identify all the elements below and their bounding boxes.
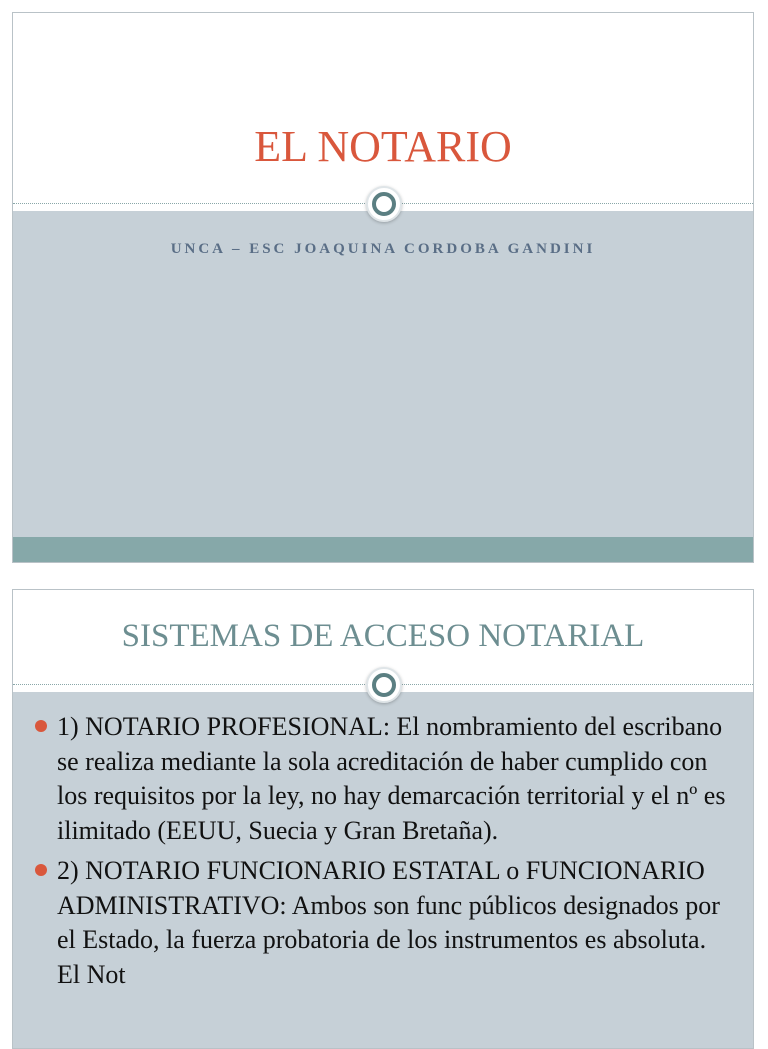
bullet-item (35, 854, 735, 992)
bullet-list (35, 710, 735, 998)
bullet-text: 1) NOTARIO PROFESIONAL: El nombramiento del escribano se realiza mediante la sola acreditación de haber cumplido con los requisitos por la ley, no hay demarcación territorial y el nº es ilimitado (EEUU, Suecia y Gran Bretaña). (57, 712, 726, 845)
bullet-text: 2) NOTARIO FUNCIONARIO ESTATAL o FUNCIONARIO ADMINISTRATIVO: Ambos son func públicos designados por el Estado, la fuerza probatoria de los instrumentos es absoluta. El Not (57, 856, 720, 989)
circle-ornament-icon (366, 186, 402, 222)
bullet-dot-icon (35, 720, 47, 732)
slide-subtitle: UNCA – ESC JOAQUINA CORDOBA GANDINI (170, 241, 596, 257)
content-band (13, 211, 753, 537)
slide-1 (12, 12, 754, 563)
bullet-item (35, 710, 735, 848)
slide-2 (12, 589, 754, 1049)
bullet-dot-icon (35, 864, 47, 876)
footer-band (13, 537, 753, 563)
slide-title: SISTEMAS DE ACCESO NOTARIAL (121, 618, 645, 654)
slide-title-area (13, 13, 753, 206)
circle-ornament-icon (366, 667, 402, 703)
slide-title: EL NOTARIO (254, 122, 512, 171)
